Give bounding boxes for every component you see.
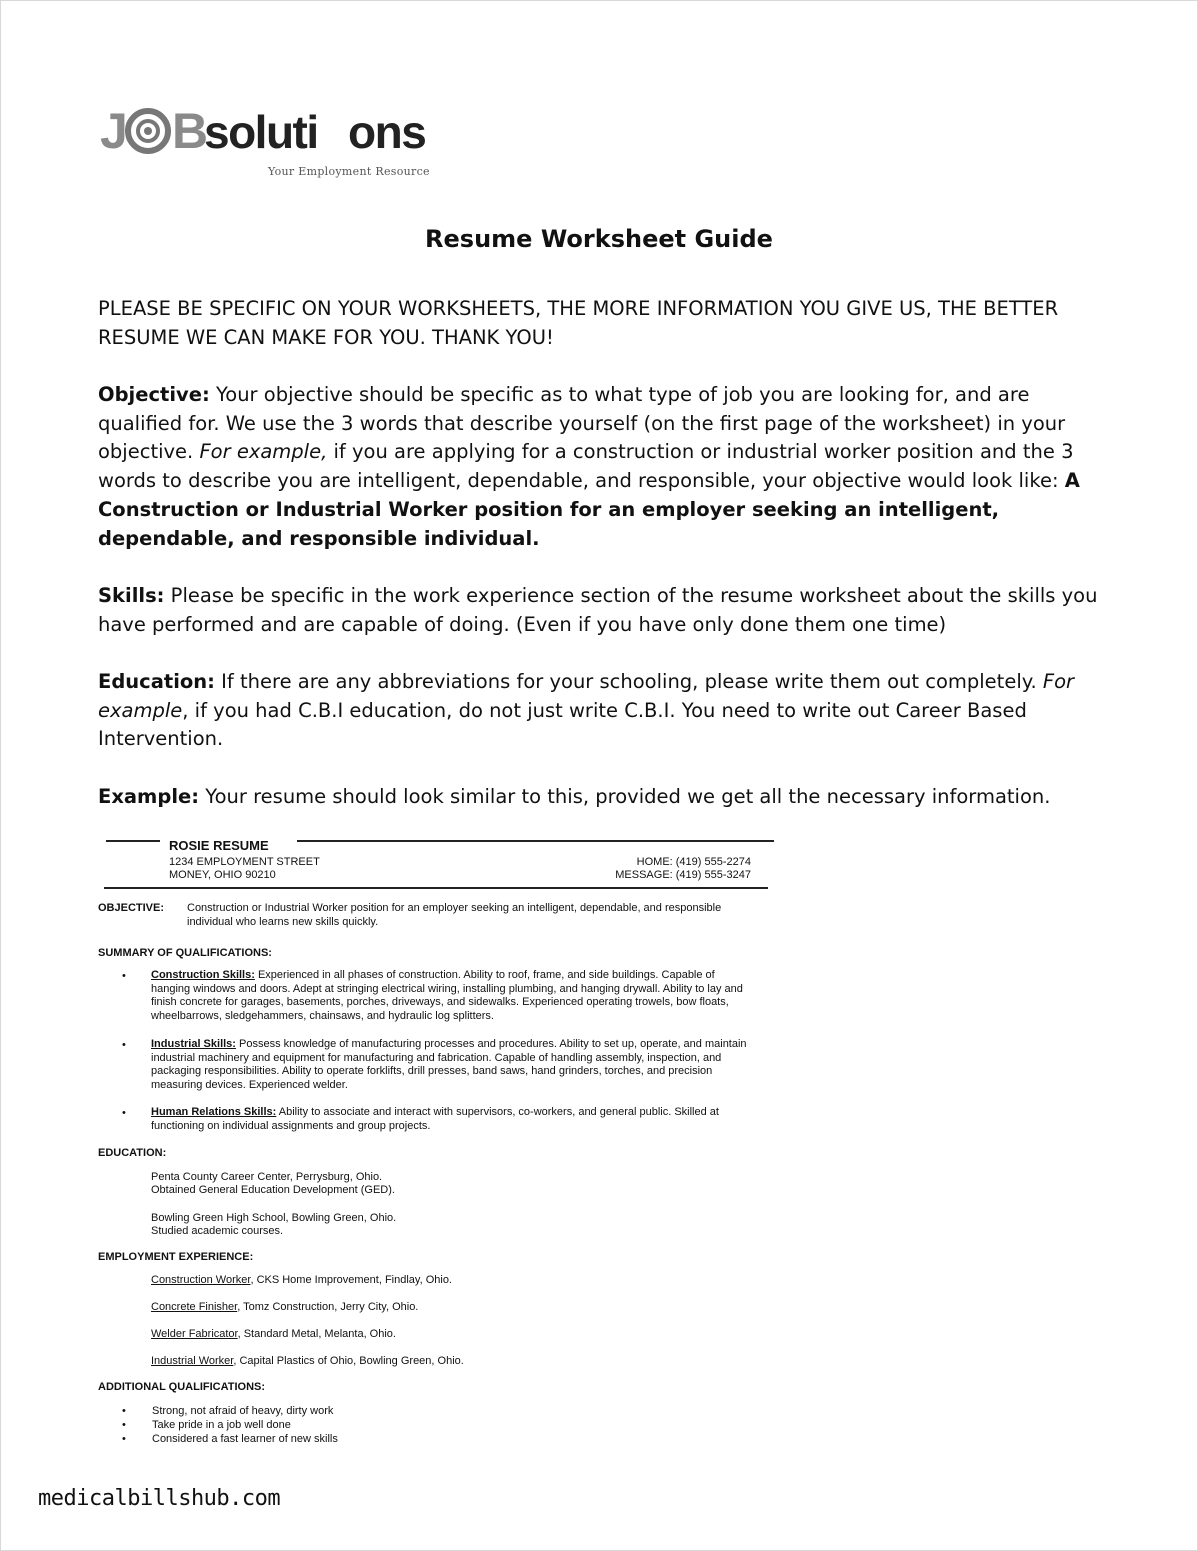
guide-intro: PLEASE BE SPECIFIC ON YOUR WORKSHEETS, THE MORE INFORMATION YOU GIVE US, THE BETTER RESUME WE CAN MAKE FOR YOU. THANK YOU! <box>98 297 1059 349</box>
resume-home-phone: HOME: (419) 555-2274 <box>636 856 751 868</box>
job-title: Construction Worker <box>151 1274 251 1286</box>
logo-letter-j: J <box>100 104 128 156</box>
education-text-1: If there are any abbreviations for your schooling, please write them out completely. <box>214 670 1043 693</box>
education-line: Studied academic courses. <box>151 1225 284 1237</box>
qualification-text: Ability to associate and interact with supervisors, co-workers, and general public. Skilled at functioning on individual assignments and group projects. <box>151 1106 719 1132</box>
qualification-text: Experienced in all phases of construction. Ability to roof, frame, and side buildings. Capable of hanging windows and doors. Adept at stringing electrical wiring, installing plumbing, and hanging drywall. Ability to lay and finish concrete for garages, basements, porches, driveways, and sidewalks. Experienced operating trowels, bow floats, wheelbarrows, sledgehammers, chainsaws, and hydraulic log splitters. <box>151 969 743 1022</box>
resume-objective-text: Construction or Industrial Worker position for an employer seeking an intelligent, dependable, and responsible individual who learns new skills quickly. <box>187 902 722 928</box>
jobsolutions-logo <box>100 104 445 156</box>
target-icon <box>128 111 168 151</box>
employment-item <box>151 1273 452 1287</box>
guide-skills <box>98 582 1103 639</box>
resume-objective-label: OBJECTIVE: <box>98 902 165 914</box>
qualification-title: Industrial Skills: <box>151 1038 236 1050</box>
logo-letter-b: B <box>172 104 209 156</box>
employment-item <box>151 1327 396 1341</box>
education-label: Education: <box>98 670 215 693</box>
guide-objective <box>98 381 1103 553</box>
objective-text-1: Your objective should be specific as to what type of job you are looking for, and are qualified for. We use the 3 words that describe yourself (on the first page of the worksheet) in your objective. <box>98 383 1066 464</box>
employment-heading: EMPLOYMENT EXPERIENCE: <box>98 1251 254 1263</box>
job-title: Welder Fabricator <box>151 1328 238 1340</box>
additional-item: Strong, not afraid of heavy, dirty work <box>152 1405 334 1417</box>
education-text-2: , if you had C.B.I education, do not just write C.B.I. You need to write out Career Based Intervention. <box>98 698 1027 751</box>
additional-item: Take pride in a job well done <box>152 1419 291 1431</box>
logo-word-ons: ons <box>348 106 426 156</box>
watermark-text: medicalbillshub.com <box>38 1486 281 1511</box>
job-employer: , Tomz Construction, Jerry City, Ohio. <box>237 1301 419 1313</box>
header-rule-left <box>106 840 160 842</box>
additional-heading: ADDITIONAL QUALIFICATIONS: <box>98 1381 266 1393</box>
logo-tagline: Your Employment Resource <box>268 165 430 178</box>
objective-example-bold: A Construction or Industrial Worker position for an employer seeking an intelligent, dependable, and responsible individual. <box>98 469 1080 550</box>
example-label: Example: <box>98 785 200 808</box>
job-employer: , Capital Plastics of Ohio, Bowling Green, Ohio. <box>233 1355 464 1367</box>
additional-item: Considered a fast learner of new skills <box>152 1433 338 1445</box>
guide-education <box>98 668 1103 754</box>
objective-example-italic: For example, <box>199 440 328 464</box>
header-rule-right <box>297 840 774 842</box>
guide-example <box>98 783 1103 812</box>
employment-item <box>151 1354 464 1368</box>
header-rule-bottom <box>104 887 768 889</box>
job-title: Concrete Finisher <box>151 1301 238 1313</box>
guide-title: Resume Worksheet Guide <box>425 225 773 253</box>
education-line: Obtained General Education Development (GED). <box>151 1184 395 1196</box>
bullet-icon: • <box>122 1107 126 1119</box>
example-text: Your resume should look similar to this, provided we get all the necessary information. <box>199 785 1051 808</box>
job-employer: , CKS Home Improvement, Findlay, Ohio. <box>250 1274 452 1286</box>
education-line: Penta County Career Center, Perrysburg, Ohio. <box>151 1171 383 1183</box>
bullet-icon: • <box>122 1039 126 1051</box>
education-example-italic: For example <box>98 670 1075 722</box>
qualification-text: Possess knowledge of manufacturing processes and procedures. Ability to set up, operate, and maintain industrial machinery and equipment for manufacturing and fabrication. Capable of handling assembly, inspection, and packaging responsibilities. Ability to operate forklifts, drill presses, band saws, hand grinders, torches, and precision measuring devices. Experienced welder. <box>151 1038 747 1091</box>
skills-text: Please be specific in the work experience section of the resume worksheet about the skills you have performed and are capable of doing. (Even if you have only done them one time) <box>98 584 1098 636</box>
employment-item <box>151 1300 418 1314</box>
skills-label: Skills: <box>98 584 165 607</box>
bullet-icon: • <box>122 1405 126 1417</box>
education-line: Bowling Green High School, Bowling Green, Ohio. <box>151 1212 397 1224</box>
education-heading: EDUCATION: <box>98 1147 167 1159</box>
qualification-title: Construction Skills: <box>151 969 255 981</box>
qualification-title: Human Relations Skills: <box>151 1106 277 1118</box>
bullet-icon: • <box>122 1419 126 1431</box>
objective-label: Objective: <box>98 383 210 406</box>
logo-word-soluti: soluti <box>204 106 318 156</box>
resume-name: ROSIE RESUME <box>169 838 269 853</box>
bullet-icon: • <box>122 970 126 982</box>
objective-text-2: if you are applying for a construction or industrial worker position and the 3 words to describe you are intelligent, dependable, and responsible, your objective would look like: <box>98 440 1074 493</box>
job-employer: , Standard Metal, Melanta, Ohio. <box>237 1328 396 1340</box>
qualification-item <box>151 1038 751 1092</box>
resume-message-phone: MESSAGE: (419) 555-3247 <box>615 869 751 881</box>
qualification-item <box>151 969 751 1023</box>
qualification-item <box>151 1106 721 1133</box>
resume-street: 1234 EMPLOYMENT STREET <box>169 856 320 868</box>
bullet-icon: • <box>122 1433 126 1445</box>
job-title: Industrial Worker <box>151 1355 234 1367</box>
resume-city: MONEY, OHIO 90210 <box>169 869 276 881</box>
summary-heading: SUMMARY OF QUALIFICATIONS: <box>98 947 272 959</box>
